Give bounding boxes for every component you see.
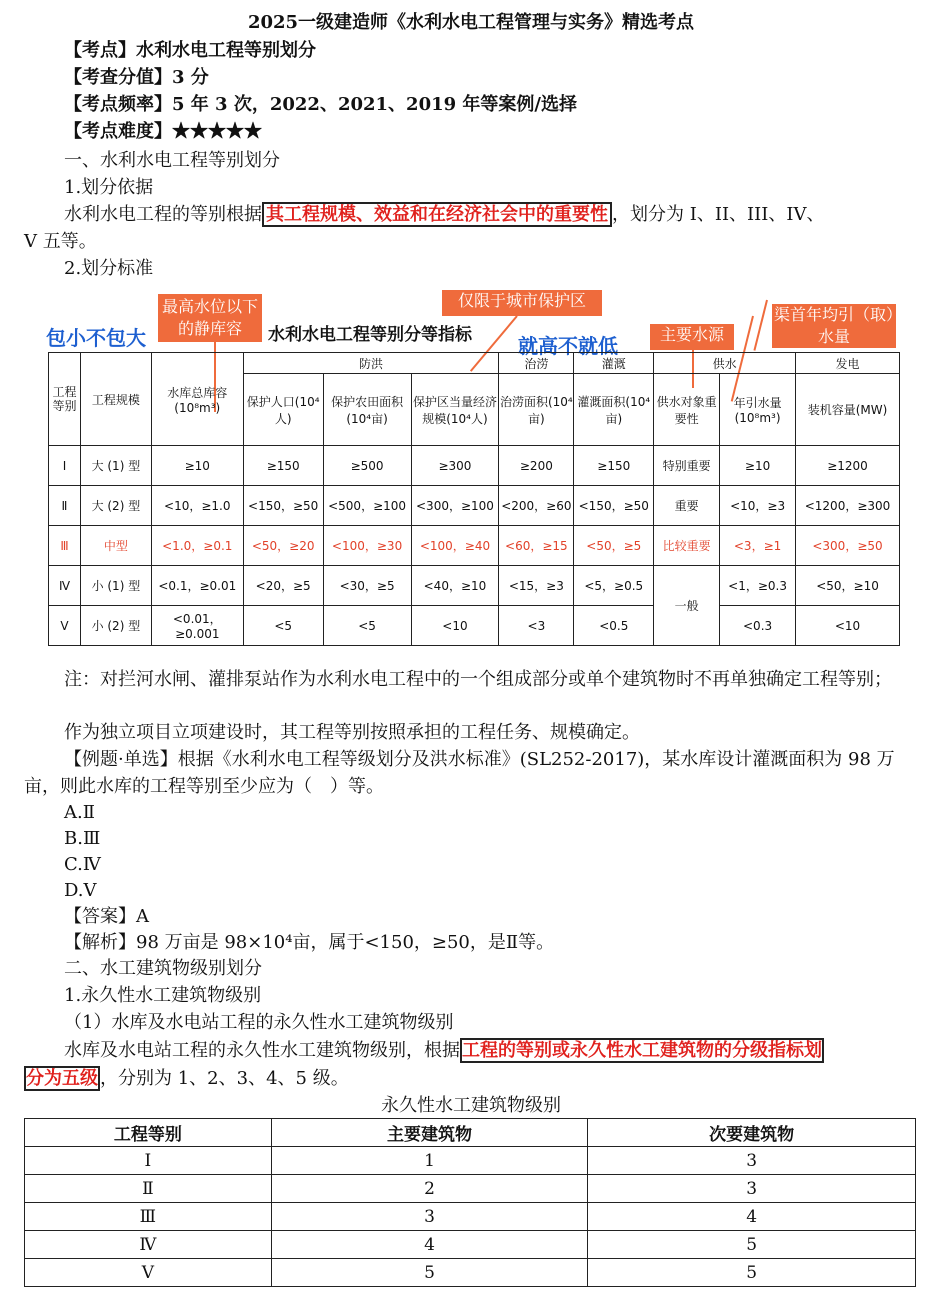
table-cell: ≥10 <box>720 446 796 486</box>
callout-annual-intake: 渠首年均引（取）水量 <box>773 305 894 346</box>
grade-figure <box>46 290 901 662</box>
table-cell: Ⅱ <box>25 1175 272 1203</box>
callout-main-source: 主要水源 <box>650 324 734 350</box>
table-cell: 4 <box>271 1231 588 1259</box>
option-a: A.Ⅱ <box>64 802 95 823</box>
table-cell: <5 <box>323 606 411 646</box>
page-title: 2025一级建造师《水利水电工程管理与实务》精选考点 <box>247 12 695 33</box>
table-cell: <150，≥50 <box>243 486 323 526</box>
table-cell: 5 <box>588 1231 916 1259</box>
header-main-building: 主要建筑物 <box>271 1119 588 1147</box>
mnemonic-include-small: 包小不包大 <box>46 326 146 350</box>
table-cell: <50，≥10 <box>796 566 900 606</box>
table-cell: <200，≥60 <box>499 486 574 526</box>
header-power: 发电 <box>796 353 900 374</box>
meta-difficulty: 【考点难度】★★★★★ <box>64 121 262 142</box>
subsection-heading: 1.划分依据 <box>64 177 154 198</box>
table-cell: <50，≥20 <box>243 526 323 566</box>
table-cell: ≥500 <box>323 446 411 486</box>
table-cell: <20，≥5 <box>243 566 323 606</box>
table-cell: ≥300 <box>411 446 499 486</box>
table-cell: Ⅰ <box>49 446 81 486</box>
table-cell: Ⅱ <box>49 486 81 526</box>
perm-paragraph <box>64 1038 918 1064</box>
header-drain: 治涝 <box>499 353 574 374</box>
header-capacity: 水库总库容(10⁸m³) <box>151 353 243 446</box>
table-cell: <5 <box>243 606 323 646</box>
table-cell: <10 <box>796 606 900 646</box>
table-cell: <15，≥3 <box>499 566 574 606</box>
header-project-grade: 工程等别 <box>25 1119 272 1147</box>
table-cell: Ⅴ <box>49 606 81 646</box>
table-cell: 大 (1) 型 <box>80 446 151 486</box>
header-irrigation: 灌溉 <box>574 353 654 374</box>
table-cell: <40，≥10 <box>411 566 499 606</box>
basis-text: 水利水电工程的等别根据 <box>64 204 262 225</box>
table-cell: Ⅴ <box>25 1259 272 1287</box>
table-cell: 特别重要 <box>654 446 720 486</box>
table-cell: 5 <box>588 1259 916 1287</box>
mnemonic-take-high: 就高不就低 <box>518 334 618 358</box>
table-cell: ≥10 <box>151 446 243 486</box>
table-cell: ≥150 <box>574 446 654 486</box>
building-grade-table <box>24 1118 916 1287</box>
table-cell: <10 <box>411 606 499 646</box>
table-cell: <60，≥15 <box>499 526 574 566</box>
basis-paragraph-cont: V 五等。 <box>24 231 97 252</box>
header-capacity-mw: 装机容量(MW) <box>796 374 900 446</box>
table-cell: <10，≥1.0 <box>151 486 243 526</box>
table-cell: 2 <box>271 1175 588 1203</box>
table-cell: 一般 <box>654 566 720 646</box>
table-cell: <1，≥0.3 <box>720 566 796 606</box>
table-cell: Ⅲ <box>25 1203 272 1231</box>
analysis: 【解析】98 万亩是 98×10⁴亩，属于<150，≥50，是Ⅱ等。 <box>64 932 555 953</box>
header-annual: 年引水量(10⁸m³) <box>720 374 796 446</box>
example-question: 【例题·单选】根据《水利水电工程等级划分及洪水标准》(SL252-2017)，某水库设计灌溉面积为 98 万亩，则此水库的工程等别至少应为（ ）等。 <box>24 749 895 797</box>
header-grade: 工程等别 <box>49 353 81 446</box>
meta-topic: 【考点】水利水电工程等别划分 <box>64 40 316 61</box>
header-pop: 保护人口(10⁴人) <box>243 374 323 446</box>
table-cell: 小 (1) 型 <box>80 566 151 606</box>
perm-paragraph-cont <box>24 1066 918 1092</box>
table-cell: <3 <box>499 606 574 646</box>
perm-highlight-2: 分为五级 <box>26 1068 98 1089</box>
table-cell: 5 <box>271 1259 588 1287</box>
table-cell: 重要 <box>654 486 720 526</box>
header-econ: 保护区当量经济规模(10⁴人) <box>411 374 499 446</box>
table-cell: 3 <box>271 1203 588 1231</box>
callout-city-protect: 仅限于城市保护区 <box>442 290 602 316</box>
basis-paragraph <box>64 202 918 228</box>
table-cell: 中型 <box>80 526 151 566</box>
table-cell: 3 <box>588 1175 916 1203</box>
option-d: D.Ⅴ <box>64 880 97 901</box>
header-water-supply: 供水 <box>654 353 796 374</box>
table-cell: <1.0，≥0.1 <box>151 526 243 566</box>
header-scale: 工程规模 <box>80 353 151 446</box>
subsection-heading: 2.划分标准 <box>64 258 154 279</box>
table-cell: <300，≥100 <box>411 486 499 526</box>
table-cell: <150，≥50 <box>574 486 654 526</box>
table-caption: 永久性水工建筑物级别 <box>381 1095 561 1116</box>
table-cell: 比较重要 <box>654 526 720 566</box>
table-cell: <0.3 <box>720 606 796 646</box>
meta-frequency: 【考点频率】5 年 3 次，2022、2021、2019 年等案例/选择 <box>64 94 577 115</box>
note-paragraph-2: 作为独立项目立项建设时，其工程等别按照承担的工程任务、规模确定。 <box>64 722 640 743</box>
figure-title: 水利水电工程等别分等指标 <box>268 325 472 345</box>
header-flood: 防洪 <box>243 353 499 374</box>
header-secondary-building: 次要建筑物 <box>588 1119 916 1147</box>
option-c: C.Ⅳ <box>64 854 101 875</box>
subsection-heading-3: （1）水库及水电站工程的永久性水工建筑物级别 <box>64 1012 454 1033</box>
section-heading: 一、水利水电工程等别划分 <box>64 150 280 171</box>
table-cell: Ⅲ <box>49 526 81 566</box>
subsection-heading-2: 1.永久性水工建筑物级别 <box>64 985 262 1006</box>
header-farm: 保护农田面积(10⁴亩) <box>323 374 411 446</box>
option-b: B.Ⅲ <box>64 828 101 849</box>
table-cell: Ⅰ <box>25 1147 272 1175</box>
perm-text: 水库及水电站工程的永久性水工建筑物级别，根据 <box>64 1040 460 1061</box>
table-cell: <300，≥50 <box>796 526 900 566</box>
table-cell: <50，≥5 <box>574 526 654 566</box>
table-cell: <0.1，≥0.01 <box>151 566 243 606</box>
table-cell: <30，≥5 <box>323 566 411 606</box>
table-cell: <10，≥3 <box>720 486 796 526</box>
table-cell: <3，≥1 <box>720 526 796 566</box>
note-paragraph: 注：对拦河水闸、灌排泵站作为水利水电工程中的一个组成部分或单个建筑物时不再单独确定工程等别； <box>64 669 892 690</box>
header-drain-area: 治涝面积(10⁴亩) <box>499 374 574 446</box>
table-cell: <500，≥100 <box>323 486 411 526</box>
table-cell: 3 <box>588 1147 916 1175</box>
grade-table <box>48 352 900 646</box>
table-cell: 4 <box>588 1203 916 1231</box>
callout-static-capacity: 最高水位以下的静库容 <box>158 294 262 342</box>
meta-score: 【考查分值】3 分 <box>64 67 209 88</box>
perm-highlight: 工程的等别或永久性水工建筑物的分级指标划 <box>462 1040 822 1061</box>
header-irr-area: 灌溉面积(10⁴亩) <box>574 374 654 446</box>
perm-text-end: ，分别为 1、2、3、4、5 级。 <box>100 1068 349 1089</box>
basis-highlight: 其工程规模、效益和在经济社会中的重要性 <box>262 202 612 227</box>
table-cell: 1 <box>271 1147 588 1175</box>
table-cell: Ⅳ <box>49 566 81 606</box>
callout-arrow <box>753 300 768 351</box>
table-cell: <1200，≥300 <box>796 486 900 526</box>
table-cell: ≥150 <box>243 446 323 486</box>
answer: 【答案】A <box>64 906 149 927</box>
table-cell: Ⅳ <box>25 1231 272 1259</box>
table-cell: <100，≥30 <box>323 526 411 566</box>
table-cell: <5，≥0.5 <box>574 566 654 606</box>
table-cell: <0.01，≥0.001 <box>151 606 243 646</box>
table-cell: <0.5 <box>574 606 654 646</box>
table-cell: 大 (2) 型 <box>80 486 151 526</box>
section-heading-2: 二、水工建筑物级别划分 <box>64 958 262 979</box>
table-cell: <100，≥40 <box>411 526 499 566</box>
table-cell: ≥1200 <box>796 446 900 486</box>
basis-text-end: ，划分为 I、II、III、IV、 <box>612 204 825 225</box>
table-cell: 小 (2) 型 <box>80 606 151 646</box>
header-object: 供水对象重要性 <box>654 374 720 446</box>
table-cell: ≥200 <box>499 446 574 486</box>
